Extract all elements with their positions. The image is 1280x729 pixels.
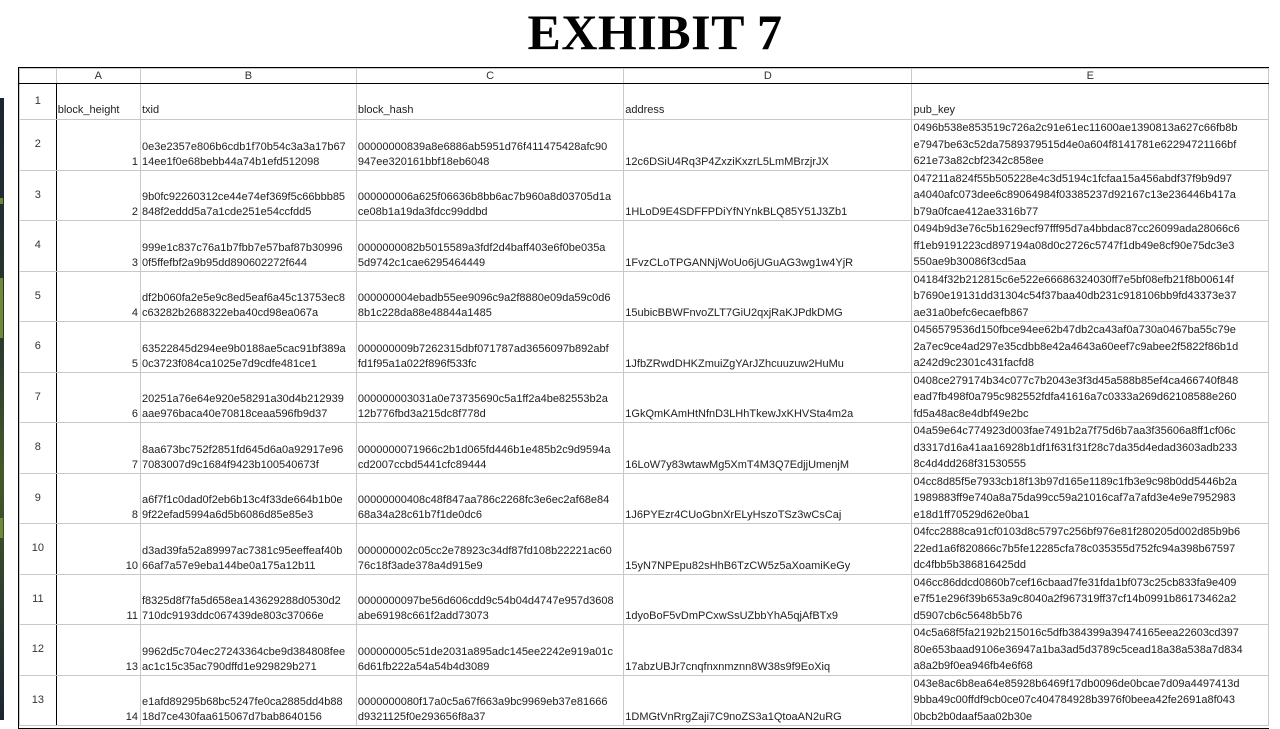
exhibit-title: EXHIBIT 7	[527, 4, 783, 60]
cell-address[interactable]: 17abzUBJr7cnqfnxnmznn8W38s9f9EoXiq	[624, 625, 912, 676]
cell-block-hash[interactable]: 0000000097be56d606cdd9c54b04d4747e957d3608 abe69198c661f2add73073	[356, 574, 623, 625]
left-edge-mark	[0, 518, 3, 538]
cell-address[interactable]: 15ubicBBWFnvoZLT7GiU2qxjRaKJPdkDMG	[624, 271, 912, 322]
table-row	[20, 524, 1269, 575]
cell-txid[interactable]: a6f7f1c0dad0f2eb6b13c4f33de664b1b0e 9f22efad5994a6d5b6086d85e85e3	[140, 473, 356, 524]
cell-pub-key[interactable]: 0496b538e853519c726a2c91e61ec11600ae1390813a627c66fb8b e7947be63c52da7589379515d4e0a604f8141781e62294721166bf 621e73a82cbf2342c858ee	[912, 120, 1269, 171]
row-number[interactable]: 5	[20, 271, 57, 322]
cell-pub-key[interactable]: 04cc8d85f5e7933cb18f13b97d165e1189c1fb3e9c98b0dd5446b2a 1989883ff9e740a8a75da99cc59a21016caf7a7afd3e4e9e7952983 e18d1ff70529d62e0ba1	[912, 473, 1269, 524]
row-number[interactable]: 3	[20, 170, 57, 221]
cell-address[interactable]: 1DMGtVnRrgZaji7C9noZS3a1QtoaAN2uRG	[624, 675, 912, 726]
cell-block-height[interactable]: 10	[56, 524, 140, 575]
row-number[interactable]: 9	[20, 473, 57, 524]
cell-address[interactable]: 1dyoBoF5vDmPCxwSsUZbbYhA5qjAfBTx9	[624, 574, 912, 625]
cell-block-hash[interactable]: 000000004ebadb55ee9096c9a2f8880e09da59c0d6 8b1c228da88e48844a1485	[356, 271, 623, 322]
row-number[interactable]: 1	[20, 84, 57, 120]
table-row	[20, 675, 1269, 726]
header-block-height[interactable]: block_height	[56, 84, 140, 120]
cell-block-height[interactable]: 13	[56, 625, 140, 676]
cell-pub-key[interactable]: 0494b9d3e76c5b1629ecf97fff95d7a4bbdac87cc26099ada28066c6 ff1eb9191223cd897194a08d0c2726c5747f1db49e8cf90e75dc3e3 550ae9b30086f3cd5aa	[912, 221, 1269, 272]
cell-block-height[interactable]: 3	[56, 221, 140, 272]
cell-pub-key[interactable]: 0408ce279174b34c077c7b2043e3f3d45a588b85ef4ca466740f848 ead7fb498f0a795c982552fdfa41616a7c0333a269d62108588e260 fd5a48ac8e4dbf49e2bc	[912, 372, 1269, 423]
cell-block-hash[interactable]: 000000009b7262315dbf071787ad3656097b892abf fd1f95a1a022f896f533fc	[356, 322, 623, 373]
cell-block-hash[interactable]: 00000000408c48f847aa786c2268fc3e6ec2af68e84 68a34a28c61b7f1de0dc6	[356, 473, 623, 524]
cell-block-height[interactable]: 11	[56, 574, 140, 625]
cell-block-hash[interactable]: 000000003031a0e73735690c5a1ff2a4be82553b2a 12b776fbd3a215dc8f778d	[356, 372, 623, 423]
cell-pub-key[interactable]: 04184f32b212815c6e522e66686324030ff7e5bf08efb21f8b00614f b7690e19131dd31304c54f37baa40db231c918106bb9fd43373e37 ae31a0befc6ecaefb867	[912, 271, 1269, 322]
table-row	[20, 473, 1269, 524]
cell-block-hash[interactable]: 0000000071966c2b1d065fd446b1e485b2c9d9594a cd2007ccbd5441cfc89444	[356, 423, 623, 474]
cell-block-hash[interactable]: 000000006a625f06636b8bb6ac7b960a8d03705d1a ce08b1a19da3fdcc99ddbd	[356, 170, 623, 221]
cell-block-height[interactable]: 1	[56, 120, 140, 171]
cell-block-hash[interactable]: 000000002c05cc2e78923c34df87fd108b22221ac60 76c18f3ade378a4d915e9	[356, 524, 623, 575]
left-edge-mark	[0, 278, 3, 338]
cell-pub-key[interactable]: 04a59e64c774923d003fae7491b2a7f75d6b7aa3f35606a8ff1cf06c d3317d16a41aa16928b1df1f631f31f28c7da35d4edad3603adb233 8c4d4dd268f31530555	[912, 423, 1269, 474]
header-block-hash[interactable]: block_hash	[356, 84, 623, 120]
table-row	[20, 423, 1269, 474]
cell-block-height[interactable]: 14	[56, 675, 140, 726]
row-number[interactable]: 10	[20, 524, 57, 575]
cell-pub-key[interactable]: 043e8ac6b8ea64e85928b6469f17db0096de0bcae7d09a4497413d 9bba49c00ffdf9cb0ce07c404784928b3976f0beea42fe2691a8f043 0bcb2b0daaf5aa02b30e	[912, 675, 1269, 726]
cell-txid[interactable]: 0e3e2357e806b6cdb1f70b54c3a3a17b67 14ee1f0e68bebb44a74b1efd512098	[140, 120, 356, 171]
cell-txid[interactable]: 20251a76e64e920e58291a30d4b212939 aae976baca40e70818ceaa596fb9d37	[140, 372, 356, 423]
cell-txid[interactable]: df2b060fa2e5e9c8ed5eaf6a45c13753ec8 c63282b2688322eba40cd98ea067a	[140, 271, 356, 322]
left-edge-strip	[0, 98, 4, 720]
cell-txid[interactable]: 8aa673bc752f2851fd645d6a0a92917e96 7083007d9c1684f9423b100540673f	[140, 423, 356, 474]
cell-txid[interactable]: 999e1c837c76a1b7fbb7e57baf87b30996 0f5ffefbf2a9b95dd890602272f644	[140, 221, 356, 272]
cell-pub-key[interactable]: 046cc86ddcd0860b7cef16cbaad7fe31fda1bf073c25cb833fa9e409 e7f51e296f39b653a9c8040a2f967319ff37cf14b0991b86173462a2 d5907cb6c5648b5b76	[912, 574, 1269, 625]
row-number[interactable]: 13	[20, 675, 57, 726]
cell-block-height[interactable]: 4	[56, 271, 140, 322]
table-row	[20, 221, 1269, 272]
cell-address[interactable]: 16LoW7y83wtawMg5XmT4M3Q7EdjjUmenjM	[624, 423, 912, 474]
column-header-row	[20, 69, 1269, 84]
cell-txid[interactable]: 9962d5c704ec27243364cbe9d384808fee ac1c15c35ac790dffd1e929829b271	[140, 625, 356, 676]
select-all-corner[interactable]	[20, 69, 57, 84]
left-edge-mark	[0, 198, 3, 204]
table-row	[20, 271, 1269, 322]
cell-address[interactable]: 1FvzCLoTPGANNjWoUo6jUGuAG3wg1w4YjR	[624, 221, 912, 272]
cell-pub-key[interactable]: 0456579536d150fbce94ee62b47db2ca43af0a730a0467ba55c79e 2a7ec9ce4ad297e35cdbb8e42a4643a60eef7c9abee2f5822f86b1d a242d9c2301c431facfd8	[912, 322, 1269, 373]
row-number[interactable]: 12	[20, 625, 57, 676]
table-row	[20, 574, 1269, 625]
cell-block-height[interactable]: 8	[56, 473, 140, 524]
cell-block-hash[interactable]: 00000000839a8e6886ab5951d76f411475428afc90 947ee320161bbf18eb6048	[356, 120, 623, 171]
column-header-c[interactable]: C	[356, 69, 623, 84]
cell-block-height[interactable]: 6	[56, 372, 140, 423]
cell-block-height[interactable]: 7	[56, 423, 140, 474]
header-txid[interactable]: txid	[140, 84, 356, 120]
cell-txid[interactable]: d3ad39fa52a89997ac7381c95eeffeaf40b 66af7a57e9eba144be0a175a12b11	[140, 524, 356, 575]
cell-address[interactable]: 1JfbZRwdDHKZmuiZgYArJZhcuuzuw2HuMu	[624, 322, 912, 373]
cell-block-hash[interactable]: 000000005c51de2031a895adc145ee2242e919a01c 6d61fb222a54a54b4d3089	[356, 625, 623, 676]
cell-txid[interactable]: e1afd89295b68bc5247fe0ca2885dd4b88 18d7ce430faa615067d7bab8640156	[140, 675, 356, 726]
table-row	[20, 170, 1269, 221]
column-header-e[interactable]: E	[912, 69, 1269, 84]
cell-pub-key[interactable]: 047211a824f55b505228e4c3d5194c1fcfaa15a456abdf37f9b9d97 a4040afc073dee6c89064984f03385237d92167c13e236446b417a b79a0fcae412ae3316b77	[912, 170, 1269, 221]
table-row	[20, 372, 1269, 423]
column-header-d[interactable]: D	[624, 69, 912, 84]
table-row	[20, 322, 1269, 373]
cell-pub-key[interactable]: 04fcc2888ca91cf0103d8c5797c256bf976e81f280205d002d85b9b6 22ed1a6f820866c7b5fe12285cfa78c035355d752fc94a398b67597 dc4fbb5b386816425dd	[912, 524, 1269, 575]
cell-block-height[interactable]: 2	[56, 170, 140, 221]
row-number[interactable]: 2	[20, 120, 57, 171]
cell-block-hash[interactable]: 0000000080f17a0c5a67f663a9bc9969eb37e81666 d9321125f0e293656f8a37	[356, 675, 623, 726]
column-header-a[interactable]: A	[56, 69, 140, 84]
header-address[interactable]: address	[624, 84, 912, 120]
cell-txid[interactable]: f8325d8f7fa5d658ea143629288d0530d2 710dc9193ddc067439de803c37066e	[140, 574, 356, 625]
table-row	[20, 120, 1269, 171]
row-number[interactable]: 7	[20, 372, 57, 423]
cell-txid[interactable]: 63522845d294ee9b0188ae5cac91bf389a 0c3723f084ca1025e7d9cdfe481ce1	[140, 322, 356, 373]
cell-address[interactable]: 1GkQmKAmHtNfnD3LHhTkewJxKHVSta4m2a	[624, 372, 912, 423]
row-number[interactable]: 4	[20, 221, 57, 272]
cell-txid[interactable]: 9b0fc92260312ce44e74ef369f5c66bbb85 848f2eddd5a7a1cde251e54ccfdd5	[140, 170, 356, 221]
header-pub-key[interactable]: pub_key	[912, 84, 1269, 120]
table-row	[20, 625, 1269, 676]
cell-block-hash[interactable]: 0000000082b5015589a3fdf2d4baff403e6f0be035a 5d9742c1cae6295464449	[356, 221, 623, 272]
row-number[interactable]: 11	[20, 574, 57, 625]
row-number[interactable]: 8	[20, 423, 57, 474]
header-row	[20, 84, 1269, 120]
spreadsheet	[18, 67, 1269, 729]
cell-address[interactable]: 12c6DSiU4Rq3P4ZxziKxzrL5LmMBrzjrJX	[624, 120, 912, 171]
spreadsheet-grid	[19, 68, 1269, 726]
cell-pub-key[interactable]: 04c5a68f5fa2192b215016c5dfb384399a39474165eea22603cd397 80e653baad9106e36947a1ba3ad5d3789c5cead18a38a538a7d834 a8a2b9f0ea946fb4e6f68	[912, 625, 1269, 676]
column-header-b[interactable]: B	[140, 69, 356, 84]
cell-address[interactable]: 1J6PYEzr4CUoGbnXrELyHszoTSz3wCsCaj	[624, 473, 912, 524]
row-number[interactable]: 6	[20, 322, 57, 373]
cell-block-height[interactable]: 5	[56, 322, 140, 373]
cell-address[interactable]: 15yN7NPEpu82sHhB6TzCW5z5aXoamiKeGy	[624, 524, 912, 575]
cell-address[interactable]: 1HLoD9E4SDFFPDiYfNYnkBLQ85Y51J3Zb1	[624, 170, 912, 221]
